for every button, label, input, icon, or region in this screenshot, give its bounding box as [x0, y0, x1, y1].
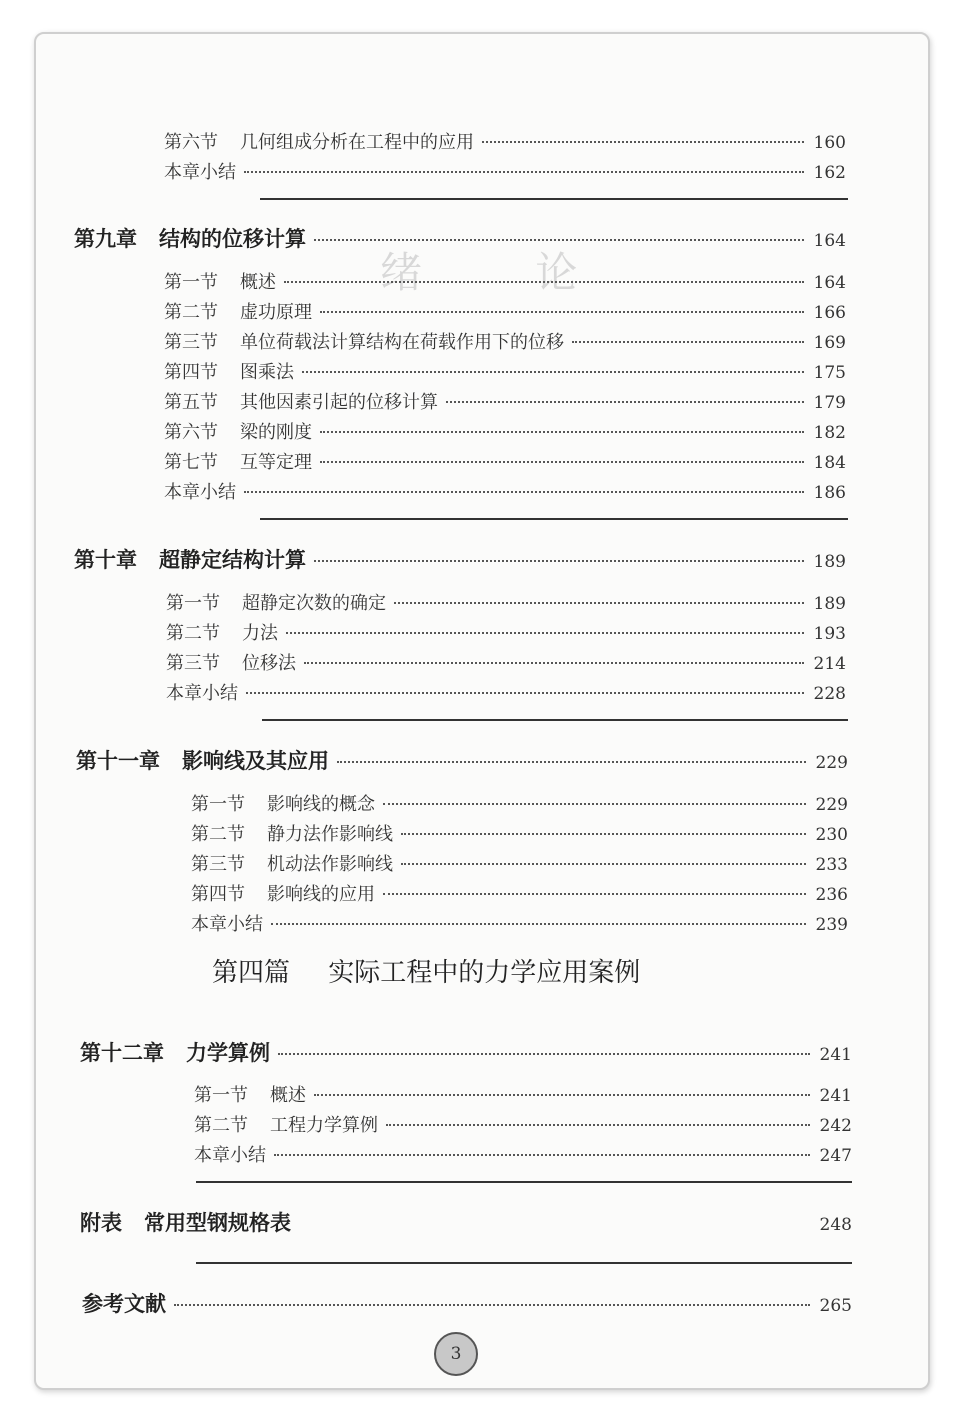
toc-section[interactable] — [164, 418, 846, 444]
leader-dots — [320, 461, 804, 463]
section-title: 概述 — [240, 272, 276, 293]
leader-dots — [278, 1053, 810, 1055]
section-title: 概述 — [270, 1085, 306, 1106]
toc-section[interactable] — [166, 619, 846, 645]
page-number: 186 — [813, 483, 846, 503]
leader-dots — [337, 761, 806, 763]
leader-dots — [302, 371, 804, 373]
section-label: 第七节 — [164, 452, 218, 473]
section-title: 其他因素引起的位移计算 — [240, 392, 438, 413]
section-label: 第三节 — [166, 653, 220, 674]
page-number: 182 — [813, 423, 846, 443]
page-number: 248 — [819, 1215, 852, 1235]
toc-section[interactable] — [164, 298, 846, 324]
toc-section[interactable] — [166, 589, 846, 615]
toc-summary[interactable] — [191, 910, 848, 936]
section-label: 第二节 — [191, 824, 245, 845]
section-title: 虚功原理 — [240, 302, 312, 323]
summary-label: 本章小结 — [191, 914, 263, 935]
part-label: 第四篇 — [212, 958, 291, 988]
section-label: 第四节 — [191, 884, 245, 905]
summary-label: 本章小结 — [164, 162, 236, 183]
page-number: 236 — [815, 885, 848, 905]
leader-dots — [482, 141, 804, 143]
toc-summary[interactable] — [164, 478, 846, 504]
section-title: 梁的刚度 — [240, 422, 312, 443]
page-number: 241 — [819, 1045, 852, 1065]
page-number: 160 — [813, 133, 846, 153]
toc-summary[interactable] — [166, 679, 846, 705]
toc-chapter[interactable] — [74, 544, 846, 574]
section-title: 单位荷载法计算结构在荷载作用下的位移 — [240, 332, 564, 353]
section-label: 第六节 — [164, 422, 218, 443]
chapter-label: 第十二章 — [80, 1040, 164, 1065]
leader-dots — [314, 239, 804, 241]
leader-dots — [401, 833, 806, 835]
section-label: 第六节 — [164, 132, 218, 153]
toc-section[interactable] — [191, 820, 848, 846]
leader-dots — [284, 281, 804, 283]
divider-rule — [262, 719, 848, 721]
leader-dots — [244, 171, 804, 173]
page-number: 164 — [813, 273, 846, 293]
section-title: 位移法 — [242, 653, 296, 674]
page-number: 166 — [813, 303, 846, 323]
leader-dots — [271, 923, 806, 925]
toc-summary[interactable] — [194, 1141, 852, 1167]
page-number: 184 — [813, 453, 846, 473]
appendix-title: 常用型钢规格表 — [144, 1210, 291, 1235]
page-number: 265 — [819, 1296, 852, 1316]
summary-label: 本章小结 — [194, 1145, 266, 1166]
page-number: 239 — [815, 915, 848, 935]
section-label: 第一节 — [166, 593, 220, 614]
divider-rule — [260, 518, 848, 520]
toc-section[interactable] — [191, 790, 848, 816]
section-label: 第五节 — [164, 392, 218, 413]
leader-dots — [383, 803, 806, 805]
chapter-title: 结构的位移计算 — [159, 226, 306, 251]
toc-section[interactable] — [164, 388, 846, 414]
section-title: 影响线的应用 — [267, 884, 375, 905]
toc-chapter[interactable] — [74, 223, 846, 253]
toc-references[interactable] — [82, 1288, 852, 1318]
toc-section[interactable] — [164, 448, 846, 474]
section-title: 静力法作影响线 — [267, 824, 393, 845]
page-number: 241 — [819, 1086, 852, 1106]
page-number: 233 — [815, 855, 848, 875]
section-label: 第一节 — [164, 272, 218, 293]
page-number: 189 — [813, 594, 846, 614]
page-number: 214 — [813, 654, 846, 674]
page-number: 189 — [813, 552, 846, 572]
page-number: 228 — [813, 684, 846, 704]
leader-dots — [174, 1304, 810, 1306]
page-number: 162 — [813, 163, 846, 183]
section-label: 第二节 — [166, 623, 220, 644]
references-label: 参考文献 — [82, 1291, 166, 1316]
page-number: 242 — [819, 1116, 852, 1136]
divider-rule — [196, 1181, 852, 1183]
leader-dots — [394, 602, 804, 604]
section-label: 第二节 — [164, 302, 218, 323]
show-through-text: 绪 论 — [380, 248, 628, 297]
leader-dots — [320, 431, 804, 433]
part-title: 实际工程中的力学应用案例 — [328, 958, 641, 988]
chapter-title: 影响线及其应用 — [182, 748, 329, 773]
chapter-label: 第十一章 — [76, 748, 160, 773]
section-title: 机动法作影响线 — [267, 854, 393, 875]
toc-section[interactable] — [191, 850, 848, 876]
leader-dots — [286, 632, 804, 634]
section-label: 第二节 — [194, 1115, 248, 1136]
toc-section[interactable] — [194, 1081, 852, 1107]
divider-rule — [196, 1262, 852, 1264]
chapter-label: 第十章 — [74, 547, 137, 572]
leader-dots — [304, 662, 804, 664]
section-title: 工程力学算例 — [270, 1115, 378, 1136]
leader-dots — [320, 311, 804, 313]
page-number-badge: 3 — [434, 1332, 478, 1376]
toc-section[interactable] — [191, 880, 848, 906]
page-number: 229 — [815, 795, 848, 815]
leader-dots — [572, 341, 804, 343]
section-label: 第三节 — [164, 332, 218, 353]
page-number: 193 — [813, 624, 846, 644]
summary-label: 本章小结 — [164, 482, 236, 503]
section-title: 超静定次数的确定 — [242, 593, 386, 614]
leader-dots — [386, 1124, 810, 1126]
section-label: 第一节 — [194, 1085, 248, 1106]
leader-dots — [383, 893, 806, 895]
leader-dots — [299, 1223, 810, 1225]
appendix-label: 附表 — [80, 1210, 122, 1235]
summary-label: 本章小结 — [166, 683, 238, 704]
section-label: 第一节 — [191, 794, 245, 815]
leader-dots — [246, 692, 804, 694]
section-label: 第四节 — [164, 362, 218, 383]
leader-dots — [314, 1094, 810, 1096]
toc-chapter[interactable] — [76, 745, 848, 775]
toc-section[interactable] — [164, 268, 846, 294]
page-number: 179 — [813, 393, 846, 413]
page-number: 164 — [813, 231, 846, 251]
leader-dots — [314, 560, 804, 562]
part-heading[interactable] — [212, 952, 640, 989]
toc-section[interactable] — [194, 1111, 852, 1137]
page-number: 229 — [815, 753, 848, 773]
section-title: 影响线的概念 — [267, 794, 375, 815]
chapter-label: 第九章 — [74, 226, 137, 251]
toc-section[interactable] — [164, 128, 846, 154]
divider-rule — [260, 198, 848, 200]
toc-section[interactable] — [166, 649, 846, 675]
chapter-title: 超静定结构计算 — [159, 547, 306, 572]
section-title: 互等定理 — [240, 452, 312, 473]
section-title: 力法 — [242, 623, 278, 644]
section-title: 图乘法 — [240, 362, 294, 383]
toc-appendix[interactable] — [80, 1207, 852, 1237]
page-number: 169 — [813, 333, 846, 353]
leader-dots — [274, 1154, 810, 1156]
section-title: 几何组成分析在工程中的应用 — [240, 132, 474, 153]
toc-section[interactable] — [164, 328, 846, 354]
toc-summary[interactable] — [164, 158, 846, 184]
leader-dots — [244, 491, 804, 493]
chapter-title: 力学算例 — [186, 1040, 270, 1065]
section-label: 第三节 — [191, 854, 245, 875]
page-number: 230 — [815, 825, 848, 845]
page-number: 247 — [819, 1146, 852, 1166]
leader-dots — [446, 401, 804, 403]
page-number: 175 — [813, 363, 846, 383]
leader-dots — [401, 863, 806, 865]
toc-section[interactable] — [164, 358, 846, 384]
toc-chapter[interactable] — [80, 1037, 852, 1067]
